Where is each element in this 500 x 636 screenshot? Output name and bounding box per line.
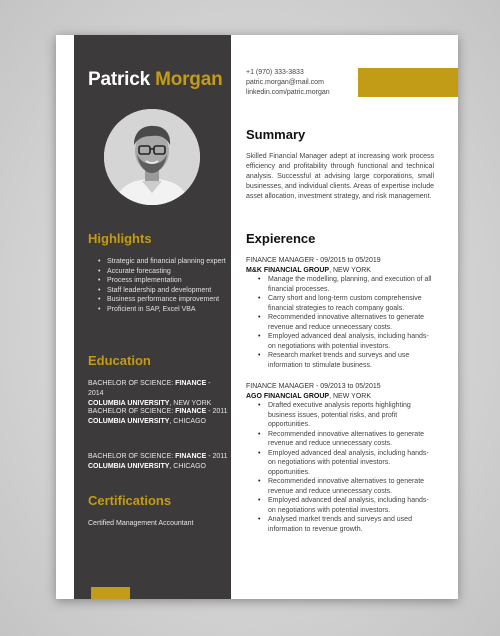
school-city: , NEW YORK [169, 400, 212, 407]
job-entry [246, 382, 446, 534]
job-city: , NEW YORK [329, 266, 371, 274]
list-item: • Drafted executive analysis reports highlighting business issues, potential risks, and profit opportunities. [258, 401, 434, 430]
job-bullets [246, 275, 434, 370]
job-company-line [246, 266, 446, 276]
list-item: • Manage the modelling, planning, and execution of all financial processes. [258, 275, 434, 294]
resume-main [246, 35, 458, 599]
profile-photo [104, 109, 200, 205]
phone-text: +1 (970) 333-3833 [246, 69, 304, 76]
job-company: M&K FINANCIAL GROUP [246, 266, 330, 274]
header-accent-bar [358, 68, 458, 97]
contact-block [246, 68, 330, 98]
school-name: COLUMBIA UNIVERSITY [88, 463, 170, 470]
degree-year: - 2014 [88, 380, 211, 397]
name-last: Morgan [155, 69, 223, 90]
profile-photo-image [104, 109, 200, 205]
summary-text: Skilled Financial Manager adept at increasing work process efficiency and profitability through functional and technical analysis. Successful at advising large corporations, small businesses, and individual clients. Areas of expertise include asset allocation, investment strategy, and risk management. [246, 153, 434, 200]
list-item: • Carry short and long-term custom comprehensive financial strategies to reach company goals. [258, 294, 434, 313]
sidebar-accent-bar [91, 587, 130, 599]
job-company-line [246, 392, 446, 402]
job-role: FINANCE MANAGER - 09/2013 to 05/2015 [246, 383, 381, 390]
list-item: • Employed advanced deal analysis, including hands-on negotiations with potential investors. [258, 332, 434, 351]
job-company: AGO FINANCIAL GROUP [246, 392, 330, 400]
degree-year: - 2011 [208, 408, 228, 415]
list-item: • Business performance improvement [98, 295, 226, 304]
list-item: • Recommended innovative alternatives to generate revenue and reduce unnecessary costs. [258, 430, 434, 449]
highlights-list [98, 257, 226, 314]
job-bullets [246, 401, 434, 534]
list-item: • Employed advanced deal analysis, including hands-on negotiations with potential investors. opportunities. [258, 449, 434, 478]
email-text: patric.morgan@mail.com [246, 79, 324, 86]
list-item: • Staff leadership and development [98, 286, 226, 295]
list-item: • Recommended innovative alternatives to generate revenue and reduce unnecessary costs. [258, 477, 434, 496]
list-item: • Strategic and financial planning expert [98, 257, 226, 266]
education-heading: Education [88, 353, 151, 368]
job-entry [246, 256, 446, 370]
list-item: • Research market trends and surveys and use information to stimulate business. [258, 351, 434, 370]
degree-label: BACHELOR OF SCIENCE: [88, 408, 174, 415]
resume-page [56, 35, 458, 599]
job-role: FINANCE MANAGER - 09/2015 to 05/2019 [246, 257, 381, 264]
resume-sidebar [74, 35, 231, 599]
list-item: • Proficient in SAP, Excel VBA [98, 305, 226, 314]
list-item: • Employed advanced deal analysis, including hands-on negotiations with potential investors. [258, 496, 434, 515]
school-city: , CHICAGO [169, 463, 206, 470]
certification-item: Certified Management Accountant [88, 520, 194, 527]
school-name: COLUMBIA UNIVERSITY [88, 418, 170, 425]
list-item: • Analysed market trends and surveys and used information to revenue growth. [258, 515, 434, 534]
highlights-heading: Highlights [88, 231, 152, 246]
school-city: , CHICAGO [169, 418, 206, 425]
list-item: • Process implementation [98, 276, 226, 285]
linkedin-text: linkedin.com/patric.morgan [246, 89, 330, 96]
school-name: COLUMBIA UNIVERSITY [88, 400, 170, 407]
job-city: , NEW YORK [329, 392, 371, 400]
education-entry [88, 407, 228, 427]
education-entry [88, 379, 228, 409]
experience-heading: Expierence [246, 231, 316, 246]
degree-field: FINANCE [175, 453, 207, 460]
candidate-name [88, 69, 228, 91]
certifications-heading: Certifications [88, 493, 172, 508]
degree-label: BACHELOR OF SCIENCE: [88, 453, 174, 460]
list-item: • Recommended innovative alternatives to generate revenue and reduce unnecessary costs. [258, 313, 434, 332]
list-item: • Accurate forecasting [98, 267, 226, 276]
degree-field: FINANCE [175, 408, 207, 415]
education-entry [88, 452, 228, 472]
degree-field: FINANCE [175, 380, 207, 387]
degree-label: BACHELOR OF SCIENCE: [88, 380, 174, 387]
summary-heading: Summary [246, 127, 306, 142]
name-first: Patrick [88, 69, 150, 90]
degree-year: - 2011 [208, 453, 228, 460]
